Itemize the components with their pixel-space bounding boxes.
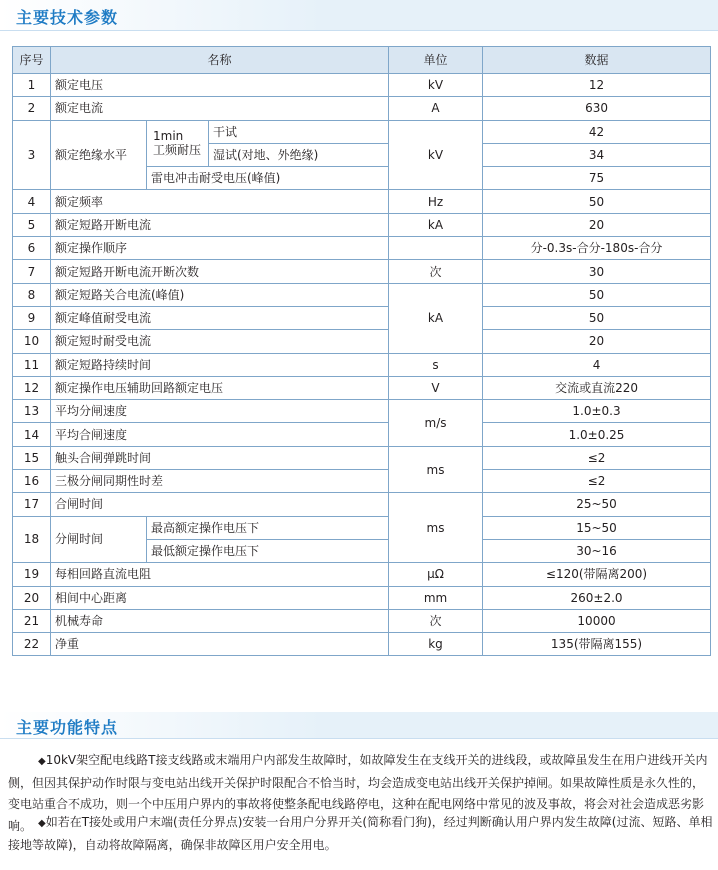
row-subname: 最低额定操作电压下 bbox=[147, 539, 389, 562]
table-row bbox=[13, 586, 711, 609]
row-name: 净重 bbox=[51, 633, 389, 656]
row-index: 2 bbox=[13, 97, 51, 120]
row-value: 30~16 bbox=[483, 539, 711, 562]
row-unit: kA bbox=[389, 213, 483, 236]
header-name: 名称 bbox=[51, 47, 389, 74]
row-name: 额定短路持续时间 bbox=[51, 353, 389, 376]
tech-params-table bbox=[12, 46, 711, 656]
table-row bbox=[13, 609, 711, 632]
row-value: ≤120(带隔离200) bbox=[483, 563, 711, 586]
row-name: 额定短路开断电流 bbox=[51, 213, 389, 236]
table-row bbox=[13, 260, 711, 283]
row-value: ≤2 bbox=[483, 446, 711, 469]
row-unit: 次 bbox=[389, 260, 483, 283]
row-value: 1.0±0.3 bbox=[483, 400, 711, 423]
row-index: 14 bbox=[13, 423, 51, 446]
row-value: 260±2.0 bbox=[483, 586, 711, 609]
section-header-features bbox=[0, 712, 718, 739]
table-row bbox=[13, 97, 711, 120]
row-unit bbox=[389, 237, 483, 260]
table-row bbox=[13, 213, 711, 236]
row-index: 4 bbox=[13, 190, 51, 213]
table-row bbox=[13, 74, 711, 97]
table-row bbox=[13, 283, 711, 306]
feature-paragraph bbox=[8, 812, 714, 856]
row-name: 相间中心距离 bbox=[51, 586, 389, 609]
row-value: 10000 bbox=[483, 609, 711, 632]
row-value: 15~50 bbox=[483, 516, 711, 539]
row-index: 20 bbox=[13, 586, 51, 609]
table-row bbox=[13, 470, 711, 493]
row-index: 8 bbox=[13, 283, 51, 306]
row-name: 三极分闸同期性时差 bbox=[51, 470, 389, 493]
row-name: 额定峰值耐受电流 bbox=[51, 306, 389, 329]
row-name: 平均分闸速度 bbox=[51, 400, 389, 423]
row-value: 50 bbox=[483, 283, 711, 306]
row-value: 50 bbox=[483, 190, 711, 213]
table-row bbox=[13, 376, 711, 399]
row-unit: kA bbox=[389, 283, 483, 353]
section-title-tech-params: 主要技术参数 bbox=[16, 8, 119, 27]
row-subgroup: 1min 工频耐压 bbox=[147, 120, 209, 167]
row-unit: ms bbox=[389, 493, 483, 563]
row-value: 50 bbox=[483, 306, 711, 329]
table-row bbox=[13, 237, 711, 260]
row-subname: 湿试(对地、外绝缘) bbox=[209, 143, 389, 166]
row-value: 135(带隔离155) bbox=[483, 633, 711, 656]
bullet-diamond-icon: ◆ bbox=[38, 818, 46, 829]
row-index: 11 bbox=[13, 353, 51, 376]
row-value: 30 bbox=[483, 260, 711, 283]
row-index: 21 bbox=[13, 609, 51, 632]
row-subname: 干试 bbox=[209, 120, 389, 143]
row-name: 分闸时间 bbox=[51, 516, 147, 563]
row-value: ≤2 bbox=[483, 470, 711, 493]
table-row bbox=[13, 330, 711, 353]
row-value: 12 bbox=[483, 74, 711, 97]
row-unit: V bbox=[389, 376, 483, 399]
bullet-diamond-icon: ◆ bbox=[38, 756, 46, 767]
row-name: 额定电流 bbox=[51, 97, 389, 120]
row-value: 20 bbox=[483, 213, 711, 236]
row-index: 18 bbox=[13, 516, 51, 563]
row-name: 额定频率 bbox=[51, 190, 389, 213]
row-value: 20 bbox=[483, 330, 711, 353]
row-index: 5 bbox=[13, 213, 51, 236]
row-name: 机械寿命 bbox=[51, 609, 389, 632]
row-index: 15 bbox=[13, 446, 51, 469]
row-unit: s bbox=[389, 353, 483, 376]
section-header-tech-params bbox=[0, 0, 718, 31]
row-index: 6 bbox=[13, 237, 51, 260]
row-name: 额定短时耐受电流 bbox=[51, 330, 389, 353]
table-row bbox=[13, 400, 711, 423]
row-unit: kV bbox=[389, 74, 483, 97]
table-row bbox=[13, 353, 711, 376]
row-index: 17 bbox=[13, 493, 51, 516]
row-name: 额定短路关合电流(峰值) bbox=[51, 283, 389, 306]
row-name: 额定操作电压辅助回路额定电压 bbox=[51, 376, 389, 399]
header-value: 数据 bbox=[483, 47, 711, 74]
row-unit: 次 bbox=[389, 609, 483, 632]
row-name: 额定操作顺序 bbox=[51, 237, 389, 260]
row-name: 额定绝缘水平 bbox=[51, 120, 147, 190]
row-unit: kV bbox=[389, 120, 483, 190]
table-row bbox=[13, 306, 711, 329]
row-subname: 雷电冲击耐受电压(峰值) bbox=[147, 167, 389, 190]
row-name: 平均合闸速度 bbox=[51, 423, 389, 446]
row-name: 每相回路直流电阻 bbox=[51, 563, 389, 586]
row-unit: μΩ bbox=[389, 563, 483, 586]
row-value: 分-0.3s-合分-180s-合分 bbox=[483, 237, 711, 260]
row-value: 4 bbox=[483, 353, 711, 376]
row-index: 16 bbox=[13, 470, 51, 493]
row-unit: Hz bbox=[389, 190, 483, 213]
table-row bbox=[13, 633, 711, 656]
table-row bbox=[13, 120, 711, 143]
row-value: 1.0±0.25 bbox=[483, 423, 711, 446]
table-row bbox=[13, 563, 711, 586]
feature-text: 10kV架空配电线路T接支线路或末端用户内部发生故障时，如故障发生在支线开关的进线段，或故障虽发生在用户进线开关内侧，但因其保护动作时限与变电站出线开关保护时限配合不恰当时，均会造成变电站出线开关保护掉闸。如果故障性质是永久性的，变电站重合不成功，则一个中压用户界内的事故将使整条配电线路停电，这种在配电网络中常见的波及事故，将会对社会造成恶劣影响。 bbox=[8, 753, 708, 833]
table-row bbox=[13, 190, 711, 213]
row-value: 42 bbox=[483, 120, 711, 143]
table-row bbox=[13, 446, 711, 469]
feature-text: 如若在T接处或用户末端(责任分界点)安装一台用户分界开关(简称看门狗)，经过判断确认用户界内发生故障(过流、短路、单相接地等故障)，自动将故障隔离，确保非故障区用户安全用电。 bbox=[8, 815, 713, 852]
table-row bbox=[13, 493, 711, 516]
row-index: 3 bbox=[13, 120, 51, 190]
row-value: 630 bbox=[483, 97, 711, 120]
table-header-row bbox=[13, 47, 711, 74]
row-unit: kg bbox=[389, 633, 483, 656]
row-value: 75 bbox=[483, 167, 711, 190]
row-index: 13 bbox=[13, 400, 51, 423]
header-index: 序号 bbox=[13, 47, 51, 74]
row-index: 19 bbox=[13, 563, 51, 586]
row-name: 合闸时间 bbox=[51, 493, 389, 516]
row-index: 9 bbox=[13, 306, 51, 329]
row-unit: A bbox=[389, 97, 483, 120]
row-unit: mm bbox=[389, 586, 483, 609]
row-unit: m/s bbox=[389, 400, 483, 447]
row-subname: 最高额定操作电压下 bbox=[147, 516, 389, 539]
row-index: 7 bbox=[13, 260, 51, 283]
row-value: 交流或直流220 bbox=[483, 376, 711, 399]
row-index: 1 bbox=[13, 74, 51, 97]
row-name: 额定短路开断电流开断次数 bbox=[51, 260, 389, 283]
row-index: 12 bbox=[13, 376, 51, 399]
row-value: 34 bbox=[483, 143, 711, 166]
row-name: 额定电压 bbox=[51, 74, 389, 97]
section-title-features: 主要功能特点 bbox=[16, 718, 119, 737]
row-name: 触头合闸弹跳时间 bbox=[51, 446, 389, 469]
header-unit: 单位 bbox=[389, 47, 483, 74]
row-index: 10 bbox=[13, 330, 51, 353]
row-unit: ms bbox=[389, 446, 483, 493]
row-index: 22 bbox=[13, 633, 51, 656]
row-value: 25~50 bbox=[483, 493, 711, 516]
table-row bbox=[13, 423, 711, 446]
table-row bbox=[13, 516, 711, 539]
